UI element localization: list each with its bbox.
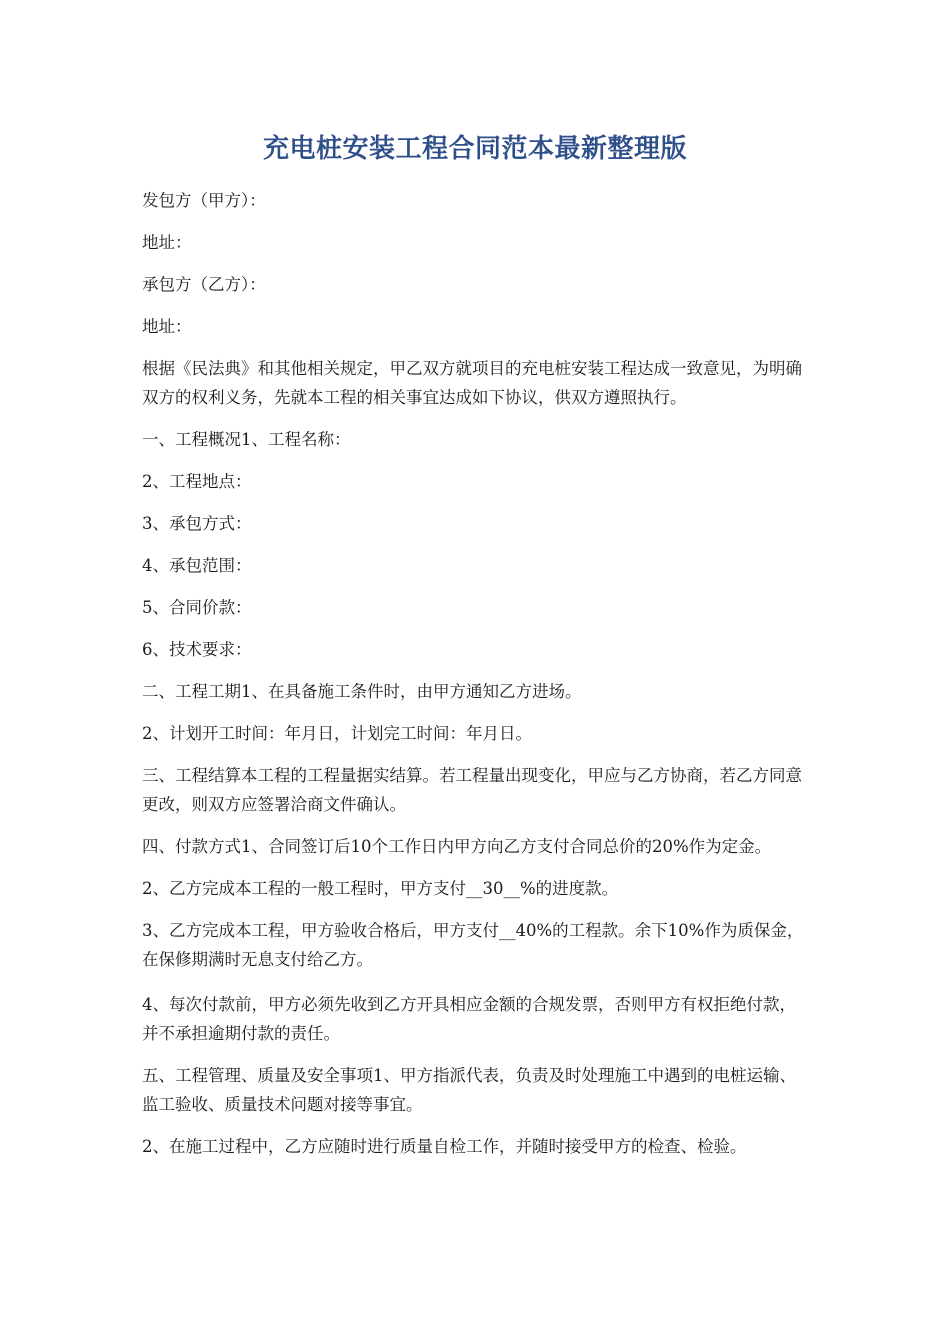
paragraph-item: 3、承包方式： (142, 514, 252, 533)
paragraph-section-4: 四、付款方式1、合同签订后10个工作日内甲方向乙方支付合同总价的20%作为定金。 (142, 837, 772, 856)
paragraph-item: 2、工程地点： (142, 472, 252, 491)
paragraph-employer-address: 地址： (142, 233, 192, 252)
paragraph-item: 2、计划开工时间：年月日，计划完工时间：年月日。 (142, 724, 532, 743)
paragraph-item: 2、在施工过程中，乙方应随时进行质量自检工作，并随时接受甲方的检查、检验。 (142, 1137, 747, 1156)
paragraph-section-2: 二、工程工期1、在具备施工条件时，由甲方通知乙方进场。 (142, 682, 582, 701)
paragraph-item: 3、乙方完成本工程，甲方验收合格后，甲方支付__40%的工程款。余下10%作为质保金，在保修期满时无息支付给乙方。 (142, 921, 804, 969)
paragraph-preamble: 根据《民法典》和其他相关规定，甲乙双方就项目的充电桩安装工程达成一致意见，为明确双方的权利义务，先就本工程的相关事宜达成如下协议，供双方遵照执行。 (142, 359, 802, 407)
paragraph-section-1: 一、工程概况1、工程名称： (142, 430, 351, 449)
paragraph-contractor: 承包方（乙方）： (142, 275, 266, 294)
paragraph-item: 4、承包范围： (142, 556, 252, 575)
document-body (142, 186, 810, 1174)
paragraph-item: 2、乙方完成本工程的一般工程时，甲方支付__30__%的进度款。 (142, 879, 619, 898)
paragraph-section-3: 三、工程结算本工程的工程量据实结算。若工程量出现变化，甲应与乙方协商，若乙方同意更改，则双方应签署洽商文件确认。 (142, 766, 802, 814)
paragraph-item: 6、技术要求： (142, 640, 252, 659)
document-title: 充电桩安装工程合同范本最新整理版 (262, 134, 687, 164)
paragraph-section-5: 五、工程管理、质量及安全事项1、甲方指派代表，负责及时处理施工中遇到的电桩运输、监工验收、质量技术问题对接等事宜。 (142, 1066, 796, 1114)
paragraph-item: 4、每次付款前，甲方必须先收到乙方开具相应金额的合规发票，否则甲方有权拒绝付款，并不承担逾期付款的责任。 (142, 995, 796, 1043)
paragraph-employer: 发包方（甲方）： (142, 191, 266, 210)
paragraph-contractor-address: 地址： (142, 317, 192, 336)
paragraph-item: 5、合同价款： (142, 598, 252, 617)
